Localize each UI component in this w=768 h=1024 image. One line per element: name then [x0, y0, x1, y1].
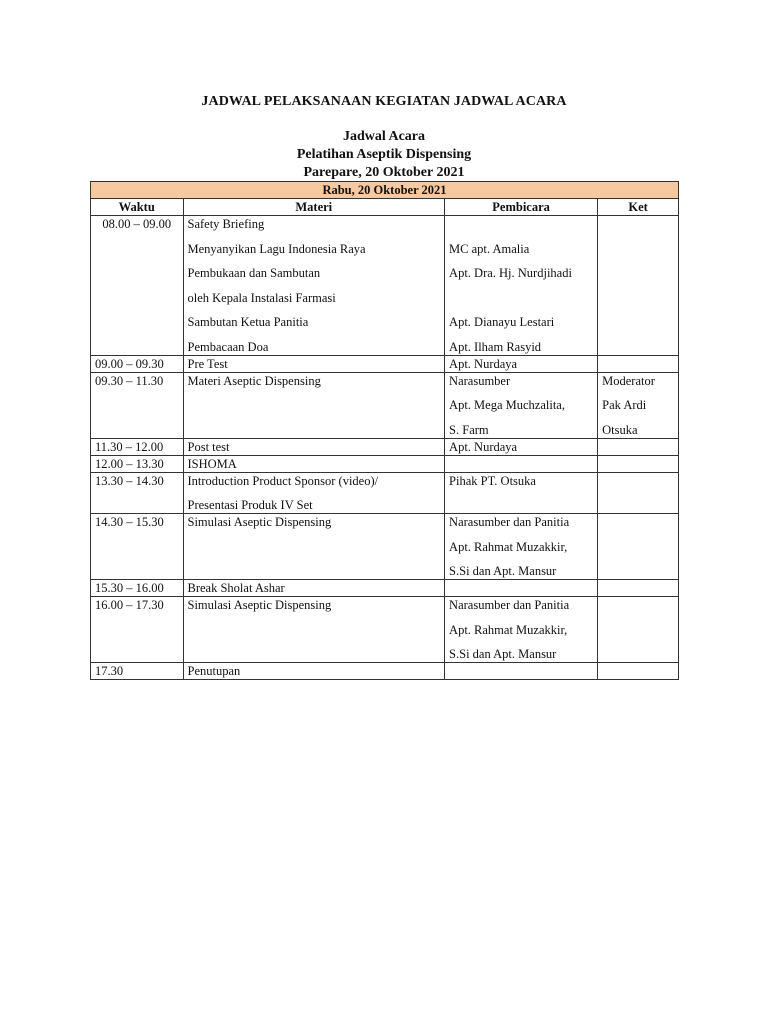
column-header-materi: Materi	[183, 199, 445, 216]
pembicara-line: Apt. Nurdaya	[449, 356, 518, 371]
table-row	[91, 472, 679, 514]
pembicara-line	[449, 216, 593, 232]
ket-cell	[598, 514, 679, 580]
materi-line: Penutupan	[187, 664, 241, 678]
materi-cell	[183, 455, 445, 472]
time-cell: 09.00 – 09.30	[91, 355, 184, 372]
pembicara-cell	[445, 355, 598, 372]
materi-cell	[183, 663, 445, 680]
materi-line: oleh Kepala Instalasi Farmasi	[187, 290, 336, 305]
table-row	[91, 455, 679, 472]
time-cell: 15.30 – 16.00	[91, 580, 184, 597]
ket-cell	[598, 216, 679, 356]
document-title: JADWAL PELAKSANAAN KEGIATAN JADWAL ACARA	[201, 94, 567, 109]
pembicara-line: MC apt. Amalia	[449, 241, 530, 256]
time-cell: 12.00 – 13.30	[91, 455, 184, 472]
subtitle-training-name: Pelatihan Aseptik Dispensing	[296, 147, 472, 162]
ket-cell	[598, 355, 679, 372]
materi-line: Materi Aseptic Dispensing	[187, 373, 321, 388]
materi-cell	[183, 372, 445, 438]
time-cell: 08.00 – 09.00	[91, 216, 184, 356]
pembicara-cell	[445, 216, 598, 356]
subtitle-place-date: Parepare, 20 Oktober 2021	[303, 165, 465, 180]
pembicara-line: Apt. Rahmat Muzakkir,	[449, 622, 568, 637]
materi-line: Presentasi Produk IV Set	[187, 498, 313, 512]
materi-line: Pembukaan dan Sambutan	[187, 266, 321, 280]
pembicara-line	[449, 290, 593, 306]
table-row	[91, 372, 679, 438]
pembicara-cell	[445, 597, 598, 663]
materi-cell	[183, 472, 445, 514]
time-cell: 09.30 – 11.30	[91, 372, 184, 438]
ket-cell	[598, 663, 679, 680]
pembicara-cell	[445, 580, 598, 597]
materi-line: Introduction Product Sponsor (video)/	[187, 473, 379, 488]
schedule-table	[90, 181, 679, 680]
pembicara-cell	[445, 372, 598, 438]
materi-line: Post test	[187, 439, 230, 454]
pembicara-line: Apt. Rahmat Muzakkir,	[449, 539, 568, 554]
materi-cell	[183, 438, 445, 455]
materi-cell	[183, 216, 445, 356]
schedule-body	[91, 216, 679, 680]
ket-cell	[598, 372, 679, 438]
pembicara-line: S. Farm	[449, 422, 489, 437]
materi-line: ISHOMA	[187, 456, 237, 471]
table-row	[91, 355, 679, 372]
pembicara-line: S.Si dan Apt. Mansur	[449, 564, 557, 578]
ket-line: Pak Ardi	[602, 398, 647, 412]
materi-line: Pre Test	[187, 356, 228, 371]
materi-line: Break Sholat Ashar	[187, 581, 285, 595]
pembicara-cell	[445, 514, 598, 580]
pembicara-cell	[445, 438, 598, 455]
pembicara-cell	[445, 455, 598, 472]
column-header-ket: Ket	[598, 199, 679, 216]
time-cell: 13.30 – 14.30	[91, 472, 184, 514]
materi-cell	[183, 580, 445, 597]
time-cell: 11.30 – 12.00	[91, 438, 184, 455]
pembicara-line: Apt. Mega Muchzalita,	[449, 398, 565, 412]
ket-cell	[598, 438, 679, 455]
ket-cell	[598, 597, 679, 663]
pembicara-line: S.Si dan Apt. Mansur	[449, 647, 557, 661]
ket-cell	[598, 455, 679, 472]
materi-line: Simulasi Aseptic Dispensing	[187, 515, 332, 529]
materi-line: Pembacaan Doa	[187, 339, 269, 354]
materi-cell	[183, 597, 445, 663]
column-header-waktu: Waktu	[91, 199, 184, 216]
pembicara-line: Narasumber dan Panitia	[449, 598, 570, 612]
ket-line: Otsuka	[602, 422, 638, 437]
day-header: Rabu, 20 Oktober 2021	[91, 182, 679, 199]
pembicara-line: Apt. Dianayu Lestari	[449, 315, 555, 329]
table-row	[91, 514, 679, 580]
column-header-pembicara: Pembicara	[445, 199, 598, 216]
table-row	[91, 663, 679, 680]
subtitle-jadwal-acara: Jadwal Acara	[342, 129, 426, 144]
ket-cell	[598, 472, 679, 514]
pembicara-line: Narasumber	[449, 373, 511, 388]
materi-line: Simulasi Aseptic Dispensing	[187, 598, 332, 612]
table-row	[91, 580, 679, 597]
pembicara-cell	[445, 472, 598, 514]
pembicara-cell	[445, 663, 598, 680]
day-header-row	[91, 182, 679, 199]
ket-line: Moderator	[602, 373, 655, 388]
pembicara-line: Apt. Dra. Hj. Nurdjihadi	[449, 266, 572, 280]
ket-cell	[598, 580, 679, 597]
pembicara-line: Pihak PT. Otsuka	[449, 473, 536, 488]
time-cell: 16.00 – 17.30	[91, 597, 184, 663]
materi-cell	[183, 355, 445, 372]
table-row	[91, 216, 679, 356]
pembicara-line: Apt. Nurdaya	[449, 439, 518, 454]
materi-line: Safety Briefing	[187, 217, 265, 231]
time-cell: 14.30 – 15.30	[91, 514, 184, 580]
materi-line: Menyanyikan Lagu Indonesia Raya	[187, 241, 366, 256]
pembicara-line: Narasumber dan Panitia	[449, 515, 570, 529]
column-header-row	[91, 199, 679, 216]
table-row	[91, 597, 679, 663]
materi-cell	[183, 514, 445, 580]
pembicara-line: Apt. Ilham Rasyid	[449, 339, 542, 354]
table-row	[91, 438, 679, 455]
materi-line: Sambutan Ketua Panitia	[187, 315, 309, 329]
time-cell: 17.30	[91, 663, 184, 680]
